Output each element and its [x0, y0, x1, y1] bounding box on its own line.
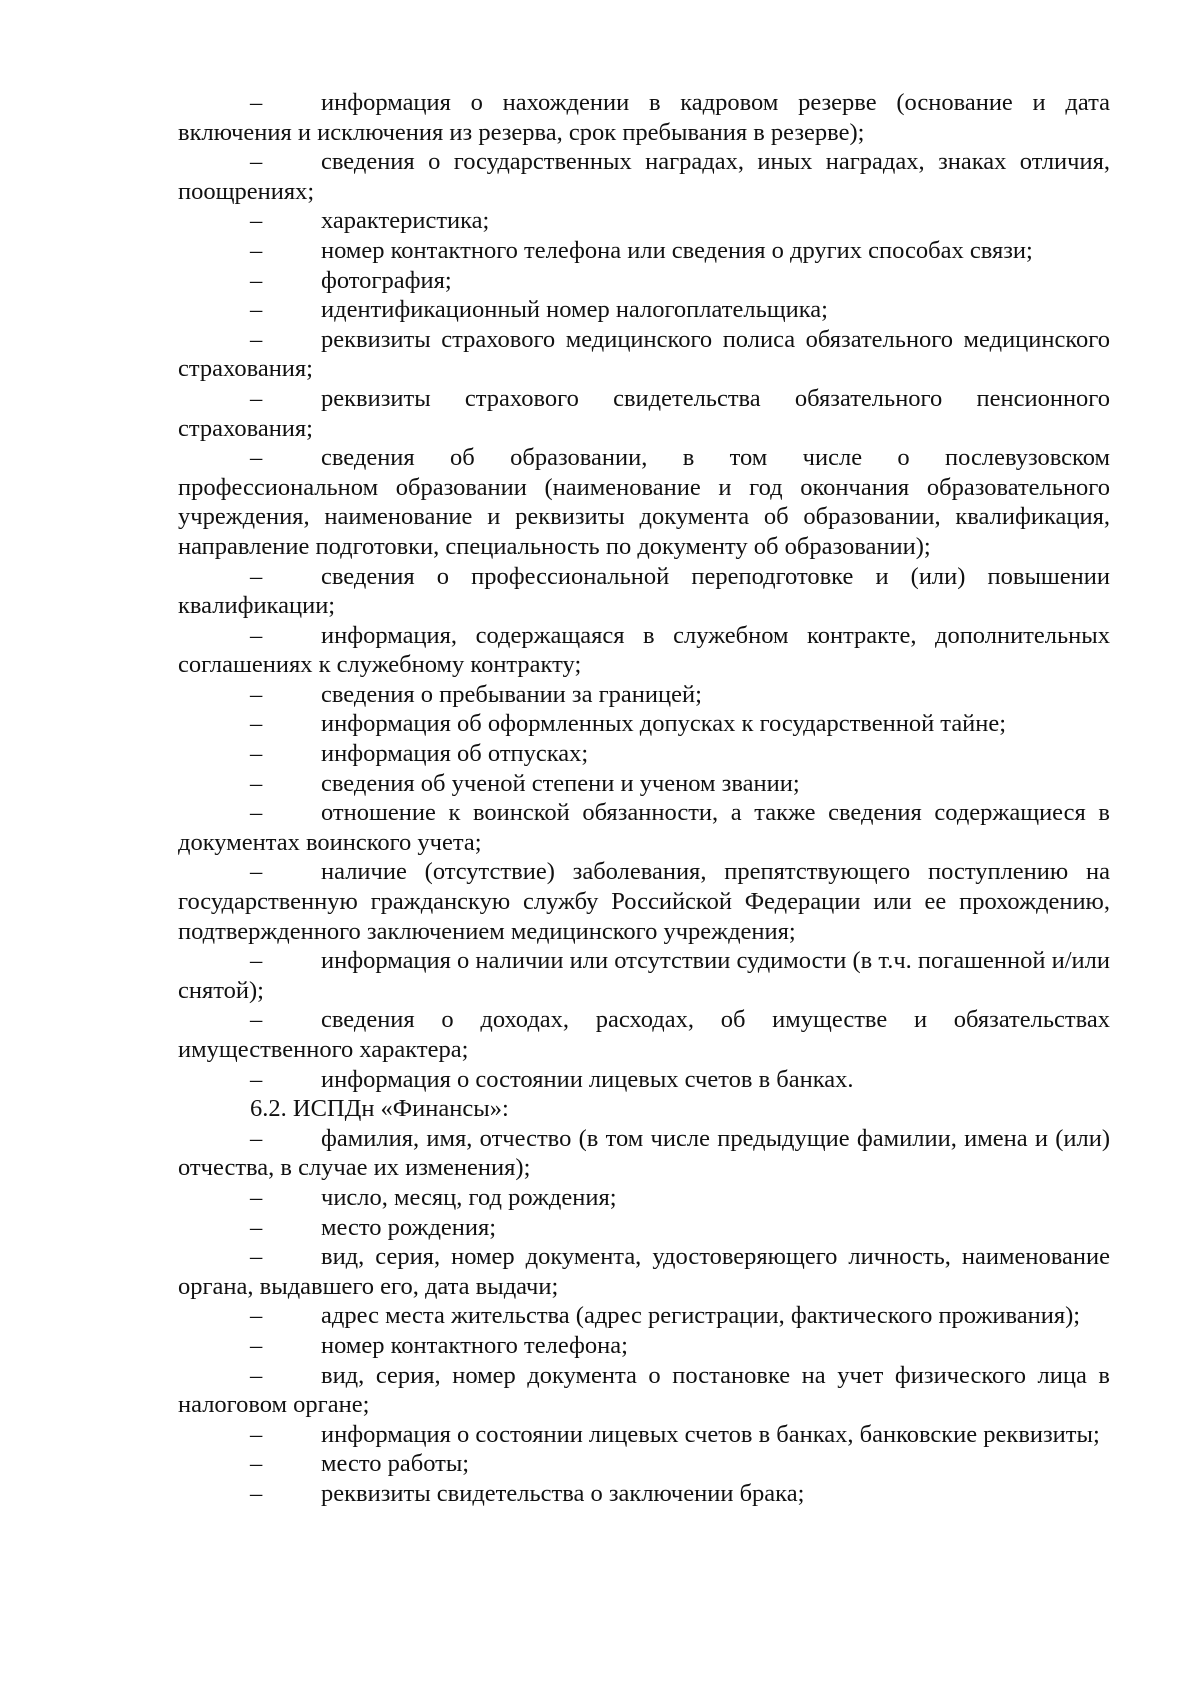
list-item-text: сведения о профессиональной переподготовке и (или) повышении квалификации; — [178, 562, 1110, 620]
list-item-text: номер контактного телефона или сведения о других способах связи; — [321, 236, 1033, 264]
list-item — [178, 857, 1110, 946]
list-item — [178, 1479, 1110, 1509]
bullet-dash: – — [250, 680, 263, 708]
bullet-dash: – — [250, 562, 263, 590]
list-item-text: место рождения; — [321, 1213, 497, 1241]
list-item-text: вид, серия, номер документа, удостоверяющего личность, наименование органа, выдавшего его, дата выдачи; — [178, 1243, 1110, 1300]
list-item — [178, 236, 1110, 266]
list-item-text: место работы; — [321, 1450, 470, 1478]
list-item — [178, 1449, 1110, 1479]
list-item-text: сведения об образовании, в том числе о послевузовском профессиональном образовании (наименование и год окончания образовательного учреждения, наименование и реквизиты документа об образовании, квалификация, направление подготовки, специальность по документу об образовании); — [178, 444, 1110, 560]
section-heading-finance: 6.2. ИСПДн «Финансы»: — [250, 1095, 509, 1123]
list-item-text: сведения об ученой степени и ученом звании; — [321, 769, 800, 797]
bullet-dash: – — [250, 1450, 263, 1478]
list-item — [178, 621, 1110, 680]
list-item-text: число, месяц, год рождения; — [321, 1183, 617, 1211]
personal-data-list-finance — [178, 1124, 1110, 1509]
list-item-text: фамилия, имя, отчество (в том числе предыдущие фамилии, имена и (или) отчества, в случае их изменения); — [178, 1124, 1110, 1182]
list-item-text: сведения о государственных наградах, иных наградах, знаках отличия, поощрениях; — [178, 148, 1110, 205]
list-item — [178, 147, 1110, 206]
list-item — [178, 88, 1110, 147]
bullet-dash: – — [250, 207, 263, 235]
bullet-dash: – — [250, 1213, 263, 1241]
bullet-dash: – — [250, 1124, 263, 1152]
bullet-dash: – — [250, 1361, 263, 1389]
list-item — [178, 1183, 1110, 1213]
list-item-text: вид, серия, номер документа о постановке на учет физического лица в налоговом органе; — [178, 1361, 1110, 1419]
bullet-dash: – — [250, 1065, 263, 1093]
document-body — [178, 88, 1110, 1509]
list-item — [178, 1213, 1110, 1243]
bullet-dash: – — [250, 266, 263, 294]
list-item — [178, 680, 1110, 710]
bullet-dash: – — [250, 1302, 263, 1330]
bullet-dash: – — [250, 858, 263, 886]
list-item — [178, 325, 1110, 384]
list-item — [178, 1331, 1110, 1361]
bullet-dash: – — [250, 621, 263, 649]
list-item — [178, 206, 1110, 236]
list-item — [178, 1301, 1110, 1331]
bullet-dash: – — [250, 1420, 263, 1448]
list-item-text: информация о состоянии лицевых счетов в банках. — [321, 1065, 854, 1093]
bullet-dash: – — [250, 296, 263, 324]
bullet-dash: – — [250, 799, 263, 827]
list-item — [178, 1420, 1110, 1450]
list-item-text: фотография; — [321, 266, 452, 294]
bullet-dash: – — [250, 384, 263, 412]
bullet-dash: – — [250, 444, 263, 472]
list-item-text: реквизиты страхового свидетельства обязательного пенсионного страхования; — [178, 384, 1110, 442]
list-item — [178, 1242, 1110, 1301]
bullet-dash: – — [250, 1331, 263, 1359]
personal-data-list-hr — [178, 88, 1110, 1094]
list-item-text: информация о наличии или отсутствии судимости (в т.ч. погашенной и/или снятой); — [178, 947, 1110, 1004]
list-item-text: адрес места жительства (адрес регистрации, фактического проживания); — [321, 1302, 1081, 1330]
bullet-dash: – — [250, 236, 263, 264]
list-item-text: реквизиты страхового медицинского полиса обязательного медицинского страхования; — [178, 325, 1110, 383]
list-item — [178, 946, 1110, 1005]
list-item-text: информация о нахождении в кадровом резерве (основание и дата включения и исключения из резерва, срок пребывания в резерве); — [178, 89, 1110, 146]
list-item — [178, 562, 1110, 621]
bullet-dash: – — [250, 710, 263, 738]
list-item — [178, 739, 1110, 769]
list-item — [178, 384, 1110, 443]
list-item — [178, 1005, 1110, 1064]
list-item-text: информация об отпусках; — [321, 740, 589, 768]
bullet-dash: – — [250, 148, 263, 176]
bullet-dash: – — [250, 1479, 263, 1507]
bullet-dash: – — [250, 769, 263, 797]
list-item-text: номер контактного телефона; — [321, 1331, 628, 1359]
list-item-text: наличие (отсутствие) заболевания, препятствующего поступлению на государственную гражданскую службу Российской Федерации или ее прохождению, подтвержденного заключением медицинского учреждения; — [178, 858, 1110, 945]
bullet-dash: – — [250, 1243, 263, 1271]
list-item — [178, 266, 1110, 296]
list-item — [178, 1124, 1110, 1183]
list-item — [178, 769, 1110, 799]
bullet-dash: – — [250, 947, 263, 975]
list-item-text: отношение к воинской обязанности, а также сведения содержащиеся в документах воинского учета; — [178, 799, 1110, 856]
list-item-text: информация об оформленных допусках к государственной тайне; — [321, 710, 1007, 738]
list-item — [178, 1361, 1110, 1420]
list-item — [178, 709, 1110, 739]
list-item — [178, 443, 1110, 561]
bullet-dash: – — [250, 1183, 263, 1211]
bullet-dash: – — [250, 325, 263, 353]
list-item-text: информация о состоянии лицевых счетов в банках, банковские реквизиты; — [321, 1420, 1100, 1448]
list-item-text: сведения о доходах, расходах, об имуществе и обязательствах имущественного характера; — [178, 1006, 1110, 1063]
list-item — [178, 798, 1110, 857]
bullet-dash: – — [250, 740, 263, 768]
list-item-text: характеристика; — [321, 207, 490, 235]
list-item-text: информация, содержащаяся в служебном контракте, дополнительных соглашениях к служебному контракту; — [178, 621, 1110, 679]
list-item-text: реквизиты свидетельства о заключении брака; — [321, 1479, 805, 1507]
list-item-text: сведения о пребывании за границей; — [321, 680, 702, 708]
list-item — [178, 1065, 1110, 1095]
bullet-dash: – — [250, 1006, 263, 1034]
list-item — [178, 295, 1110, 325]
list-item-text: идентификационный номер налогоплательщика; — [321, 296, 828, 324]
bullet-dash: – — [250, 89, 263, 116]
